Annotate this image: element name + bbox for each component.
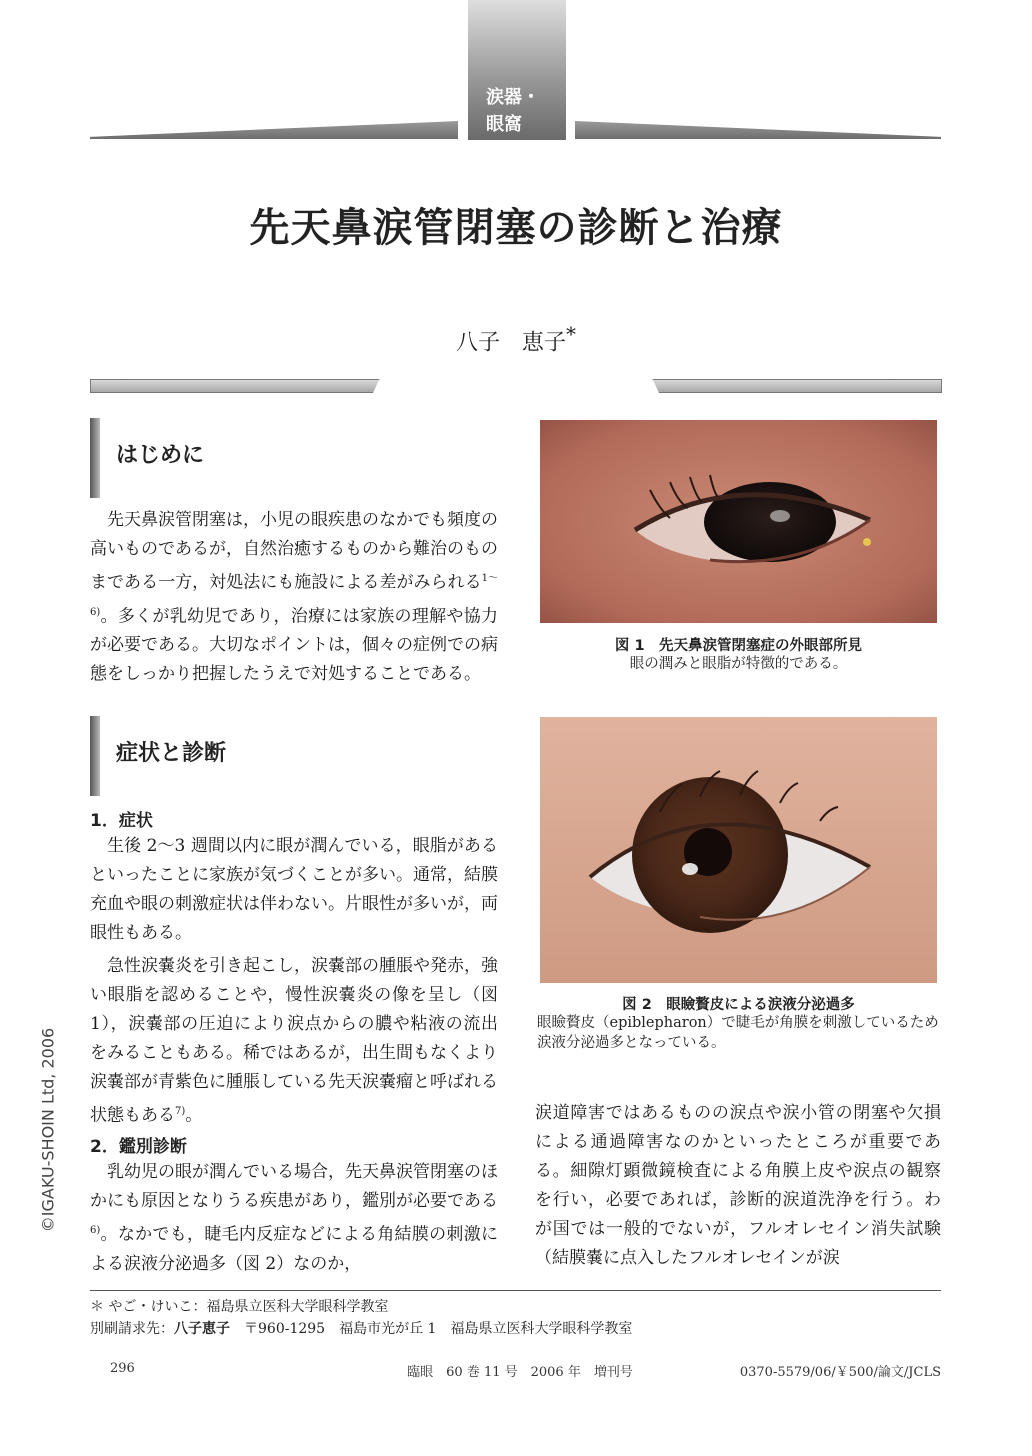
- text-line: がみられる: [396, 572, 482, 593]
- subheading-differential: 2．鑑別診断: [90, 1137, 187, 1157]
- footnote-reprint: [90, 1318, 632, 1338]
- text-line: 涙道障害ではあるものの涙点や涙小管の閉塞や欠: [535, 1103, 924, 1123]
- section-bar: [90, 716, 100, 796]
- figure-1-title: 図 1 先天鼻涙管閉塞症の外眼部所見: [614, 638, 863, 654]
- text-line: 。なかでも，睫毛内反症などによる角: [100, 1224, 395, 1245]
- journal-info: 臨眼 60 巻 11 号 2006 年 増刊号: [407, 1365, 633, 1380]
- symptoms-paragraph-1: [90, 832, 498, 948]
- footnote-affiliation: ＊ やご・けいこ：福島県立医科大学眼科学教室: [90, 1299, 389, 1315]
- figure-1-eye-illustration: [540, 420, 937, 623]
- symptoms-paragraph-2: [90, 952, 498, 1131]
- text-line: 急性涙嚢炎を引き起こし，涙嚢部の腫脹や発赤，: [107, 956, 481, 976]
- subheading-symptoms: 1．症状: [90, 811, 153, 831]
- figure-2-title: 図 2 眼瞼贅皮による涙液分泌過多: [622, 997, 855, 1013]
- text-line: 治のものまである一方，対処法にも施設による差: [90, 539, 498, 593]
- section-title: 症状と診断: [116, 741, 227, 766]
- text-line: 要である: [430, 1191, 498, 1211]
- text-line: 強い眼脂を認めることや，慢性涙嚢炎の像を呈し: [90, 956, 498, 1005]
- text-line: もなくより涙嚢部が青紫色に腫脹している先天涙: [90, 1043, 498, 1092]
- copyright-notice: ©IGAKU-SHOIN Ltd, 2006: [38, 1027, 58, 1233]
- category-tab: [468, 0, 566, 140]
- citation: 7): [175, 1106, 186, 1117]
- figure-1-caption: 眼の潤みと眼脂が特徴的である。: [629, 656, 848, 672]
- section-heading-intro: [90, 418, 510, 498]
- header-rule-right: [575, 121, 941, 139]
- figure-2-photo: [540, 717, 937, 983]
- text-line: のほかにも原因となりうる疾患があり，鑑別が必: [90, 1162, 498, 1211]
- text-line: 度の高いものであるが，自然治癒するものから難: [90, 510, 498, 559]
- figure-2-caption-line-1: 眼瞼贅皮（epiblepharon）で睫毛が角膜を刺激しているため: [537, 1015, 939, 1031]
- article-title: 先天鼻涙管閉塞の診断と治療: [249, 204, 783, 251]
- text-line: は，個々の症例での病態をしっかり把握したうえ: [90, 635, 498, 685]
- text-line: が多いが，両眼性もある。: [90, 894, 498, 943]
- figure-2-caption: [537, 1013, 941, 1053]
- text-line: 。: [185, 1105, 203, 1126]
- text-line: 観察を行い，必要であれば，診断的涙道洗浄を行: [535, 1161, 942, 1210]
- reprint-name: 八子恵子: [174, 1321, 230, 1337]
- text-line: 常，結膜充血や眼の刺激症状は伴わない。片眼性: [90, 865, 498, 914]
- intro-paragraph: [90, 506, 498, 689]
- section-bar: [90, 418, 100, 498]
- category-line-1: 涙器・: [486, 87, 540, 108]
- text-line: 乳幼児の眼が潤んでいる場合，先天鼻涙管閉塞: [107, 1162, 464, 1182]
- text-line: 消失試験（結膜嚢に点入したフルオレセインが涙: [535, 1219, 942, 1268]
- right-column-paragraph: [535, 1099, 941, 1273]
- text-line: 家族の理解や協力が必要である。大切なポイント: [90, 606, 499, 656]
- citation: 1〜6): [90, 573, 498, 618]
- figure-2-caption-line-2: 涙液分泌過多となっている。: [537, 1035, 726, 1051]
- category-line-2: 眼窩: [486, 114, 522, 135]
- reprint-address: 〒960-1295 福島市光が丘 1 福島県立医科大学眼科学教室: [230, 1321, 633, 1337]
- text-line: 先天鼻涙管閉塞は，小児の眼疾患のなかでも頻: [107, 510, 464, 530]
- author-name: 八子 恵子: [455, 330, 566, 356]
- footnote-rule: [90, 1290, 941, 1291]
- figure-1-photo: [540, 420, 937, 623]
- section-title: はじめに: [116, 443, 205, 468]
- text-line: の流出をみることもある。稀ではあるが，出生間: [90, 1014, 498, 1063]
- text-line: （図 1），涙嚢部の圧迫により涙点からの膿や粘液: [90, 985, 498, 1034]
- text-line: 。多くが乳幼児であり，治療には: [100, 606, 360, 627]
- article-code: 0370-5579/06/￥500/論文/JCLS: [739, 1365, 941, 1380]
- text-line: 嚢瘤と呼ばれる状態もある: [90, 1072, 498, 1126]
- section-heading-symptoms: [90, 716, 510, 796]
- text-line: あるといったことに家族が気づくことが多い。通: [90, 836, 498, 885]
- text-line: う。わが国では一般的でないが，フルオレセイン: [535, 1190, 942, 1239]
- reprint-label: 別刷請求先：: [90, 1321, 174, 1337]
- author-mark: *: [566, 322, 576, 346]
- text-line: 損による通過障害なのかといったところが重要で: [535, 1103, 941, 1152]
- page-number: 296: [110, 1361, 135, 1376]
- text-line: で対処することである。: [294, 664, 481, 685]
- title-band-notch: [372, 378, 660, 395]
- text-line: ある。細隙灯顕微鏡検査による角膜上皮や涙点の: [535, 1132, 941, 1181]
- differential-paragraph: [90, 1158, 498, 1279]
- author: [0, 322, 1032, 356]
- citation: 6): [90, 1225, 101, 1236]
- text-line: 生後 2〜3 週間以内に眼が潤んでいる，眼脂が: [107, 836, 464, 856]
- text-line: 結膜の刺激による涙液分泌過多（図 2）なのか，: [90, 1224, 499, 1274]
- figure-2-eye-illustration: [540, 717, 937, 983]
- header-rule-left: [90, 121, 458, 139]
